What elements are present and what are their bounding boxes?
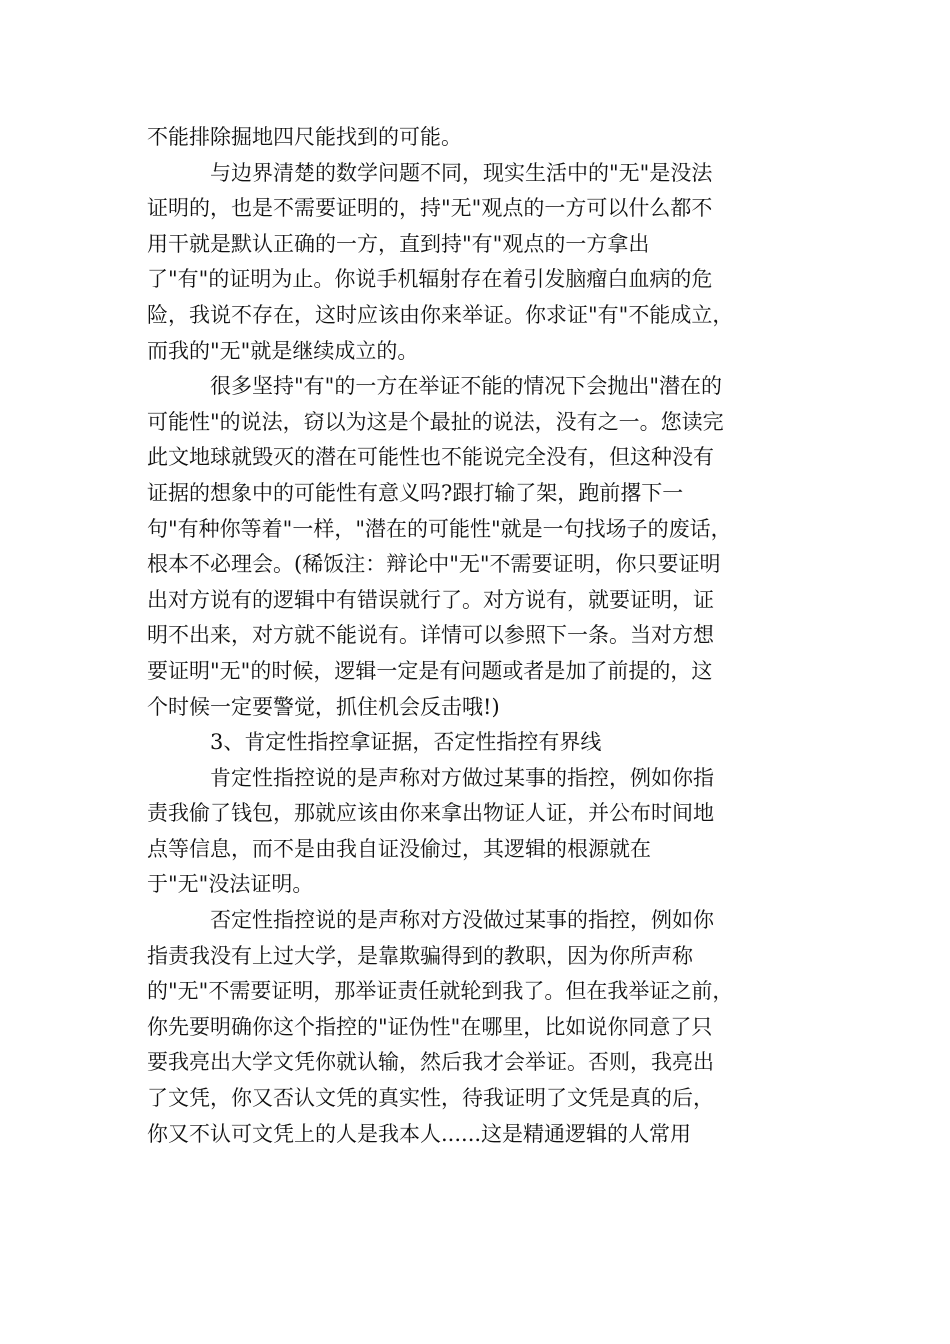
text-line: 出对方说有的逻辑中有错误就行了。对方说有，就要证明，证: [147, 587, 714, 612]
document-body: [147, 120, 807, 1152]
text-line: 个时候一定要警觉，抓住机会反击哦!): [147, 694, 500, 719]
text-line: 责我偷了钱包，那就应该由你来拿出物证人证，并公布时间地: [147, 801, 714, 826]
text-line: 肯定性指控说的是声称对方做过某事的指控，例如你指: [210, 765, 714, 790]
text-line: 于"无"没法证明。: [147, 872, 314, 897]
text-line: 3、肯定性指控拿证据，否定性指控有界线: [210, 730, 602, 755]
text-line: 明不出来，对方就不能说有。详情可以参照下一条。当对方想: [147, 623, 714, 648]
text-line: 险，我说不存在，这时应该由你来举证。你求证"有"不能成立，: [147, 302, 734, 327]
text-line: 句"有种你等着"一样，"潜在的可能性"就是一句找场子的废话，: [147, 516, 732, 541]
text-line: 否定性指控说的是声称对方没做过某事的指控，例如你: [210, 908, 714, 933]
text-line: 指责我没有上过大学，是靠欺骗得到的教职，因为你所声称: [147, 943, 693, 968]
text-line: 与边界清楚的数学问题不同，现实生活中的"无"是没法: [210, 160, 713, 185]
text-line: 根本不必理会。(稀饭注：辩论中"无"不需要证明，你只要证明: [147, 552, 721, 577]
text-line: 很多坚持"有"的一方在举证不能的情况下会抛出"潜在的: [210, 374, 722, 399]
text-line: 要证明"无"的时候，逻辑一定是有问题或者是加了前提的，这: [147, 658, 713, 683]
text-line: 证明的，也是不需要证明的，持"无"观点的一方可以什么都不: [147, 196, 713, 221]
text-line: 而我的"无"就是继续成立的。: [147, 338, 419, 363]
text-line: 了文凭，你又否认文凭的真实性，待我证明了文凭是真的后，: [147, 1086, 714, 1111]
text-line: 的"无"不需要证明，那举证责任就轮到我了。但在我举证之前，: [147, 979, 734, 1004]
text-line: 你先要明确你这个指控的"证伪性"在哪里，比如说你同意了只: [147, 1014, 713, 1039]
text-line: 你又不认可文凭上的人是我本人......这是精通逻辑的人常用: [147, 1121, 692, 1146]
text-line: 不能排除掘地四尺能找到的可能。: [147, 125, 462, 149]
text-line: 此文地球就毁灭的潜在可能性也不能说完全没有，但这种没有: [147, 445, 714, 470]
text-line: 了"有"的证明为止。你说手机辐射存在着引发脑瘤白血病的危: [147, 267, 713, 292]
text-line: 证据的想象中的可能性有意义吗?跟打输了架，跑前撂下一: [147, 480, 684, 505]
text-line: 点等信息，而不是由我自证没偷过，其逻辑的根源就在: [147, 836, 651, 861]
text-line: 可能性"的说法，窃以为这是个最扯的说法，没有之一。您读完: [147, 409, 724, 434]
text-line: 要我亮出大学文凭你就认输，然后我才会举证。否则，我亮出: [147, 1050, 714, 1075]
text-line: 用干就是默认正确的一方，直到持"有"观点的一方拿出: [147, 231, 650, 256]
